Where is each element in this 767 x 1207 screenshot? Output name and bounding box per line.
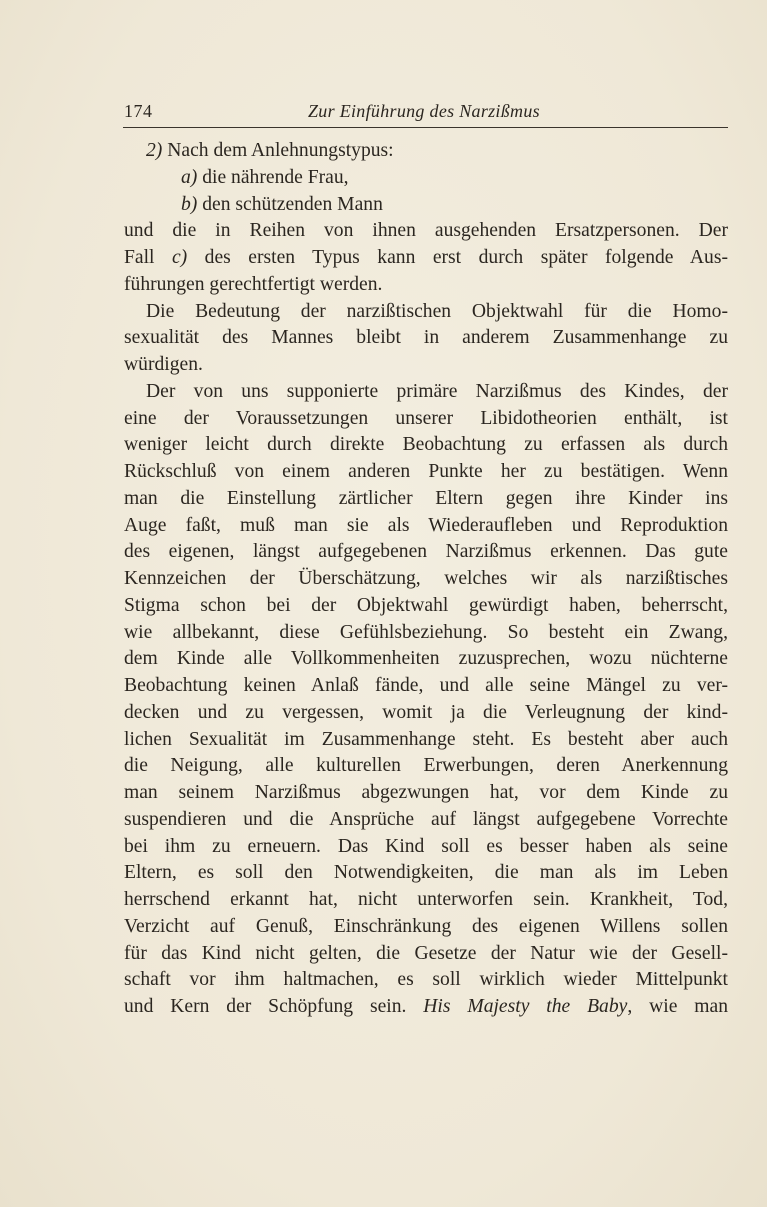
text-line: Rückschluß von einem anderen Punkte her zu bestätigen. Wenn — [124, 461, 728, 482]
text-line: Stigma schon bei der Objektwahl gewürdigt haben, beherrscht, — [124, 594, 728, 616]
text-line: die Neigung, alle kulturellen Erwerbungen, deren Anerkennung — [124, 755, 728, 777]
text-line: Auge faßt, muß man sie als Wiederaufleben und Reproduktion — [124, 514, 728, 536]
text-line: sexualität des Mannes bleibt in anderem Zusammenhange zu — [124, 327, 728, 349]
text-line: man seinem Narzißmus abgezwungen hat, vor dem Kinde zu — [124, 782, 728, 803]
text-line: Kennzeichen der Überschätzung, welches wir als narzißtisches — [124, 568, 728, 589]
text-line: Verzicht auf Genuß, Einschränkung des eigenen Willens sollen — [124, 915, 728, 937]
body-text — [124, 138, 728, 1021]
page-number: 174 — [124, 101, 153, 121]
running-title: Zur Einführung des Narzißmus — [308, 101, 540, 121]
text-line: führungen gerechtfertigt werden. — [124, 273, 383, 295]
text-line: Fall c) des ersten Typus kann erst durch später folgende Aus- — [124, 247, 728, 268]
text-line: bei ihm zu erneuern. Das Kind soll es besser haben als seine — [124, 835, 728, 857]
text-line: suspendieren und die Ansprüche auf längst aufgegebene Vorrechte — [124, 808, 728, 830]
text-line: schaft vor ihm haltmachen, es soll wirklich wieder Mittelpunkt — [124, 969, 728, 991]
header-rule — [123, 127, 728, 128]
text-line: würdigen. — [124, 354, 203, 375]
text-line: 2) Nach dem Anlehnungstypus: — [146, 140, 394, 161]
text-line: b) den schützenden Mann — [181, 193, 383, 215]
text-line: decken und zu vergessen, womit ja die Verleugnung der kind- — [124, 701, 728, 723]
text-line: für das Kind nicht gelten, die Gesetze der Natur wie der Gesell- — [124, 942, 728, 964]
text-line: lichen Sexualität im Zusammenhange steht. Es besteht aber auch — [124, 728, 728, 750]
text-line: wie allbekannt, diese Gefühlsbeziehung. So besteht ein Zwang, — [124, 621, 728, 643]
text-line: des eigenen, längst aufgegebenen Narzißmus erkennen. Das gute — [124, 541, 728, 563]
text-line: herrschend erkannt hat, nicht unterworfen sein. Krankheit, Tod, — [124, 889, 728, 910]
text-line: und Kern der Schöpfung sein. His Majesty the Baby, wie man — [124, 996, 728, 1017]
text-line: eine der Voraussetzungen unserer Libidotheorien enthält, ist — [124, 407, 728, 429]
paragraph-start: Der von uns supponierte primäre Narzißmus des Kindes, der — [146, 380, 728, 402]
text-line: weniger leicht durch direkte Beobachtung zu erfassen als durch — [124, 434, 728, 456]
text-line: und die in Reihen von ihnen ausgehenden Ersatzpersonen. Der — [124, 220, 728, 242]
page-header — [124, 100, 728, 126]
text-line: man die Einstellung zärtlicher Eltern gegen ihre Kinder ins — [124, 487, 728, 509]
text-line: a) die nährende Frau, — [181, 166, 349, 188]
text-line: Beobachtung keinen Anlaß fände, und alle seine Mängel zu ver- — [124, 675, 728, 696]
text-line: dem Kinde alle Vollkommenheiten zuzusprechen, wozu nüchterne — [124, 648, 728, 670]
text-line: Eltern, es soll den Notwendigkeiten, die man als im Leben — [124, 862, 728, 884]
paragraph-start: Die Bedeutung der narzißtischen Objektwahl für die Homo- — [146, 300, 728, 322]
